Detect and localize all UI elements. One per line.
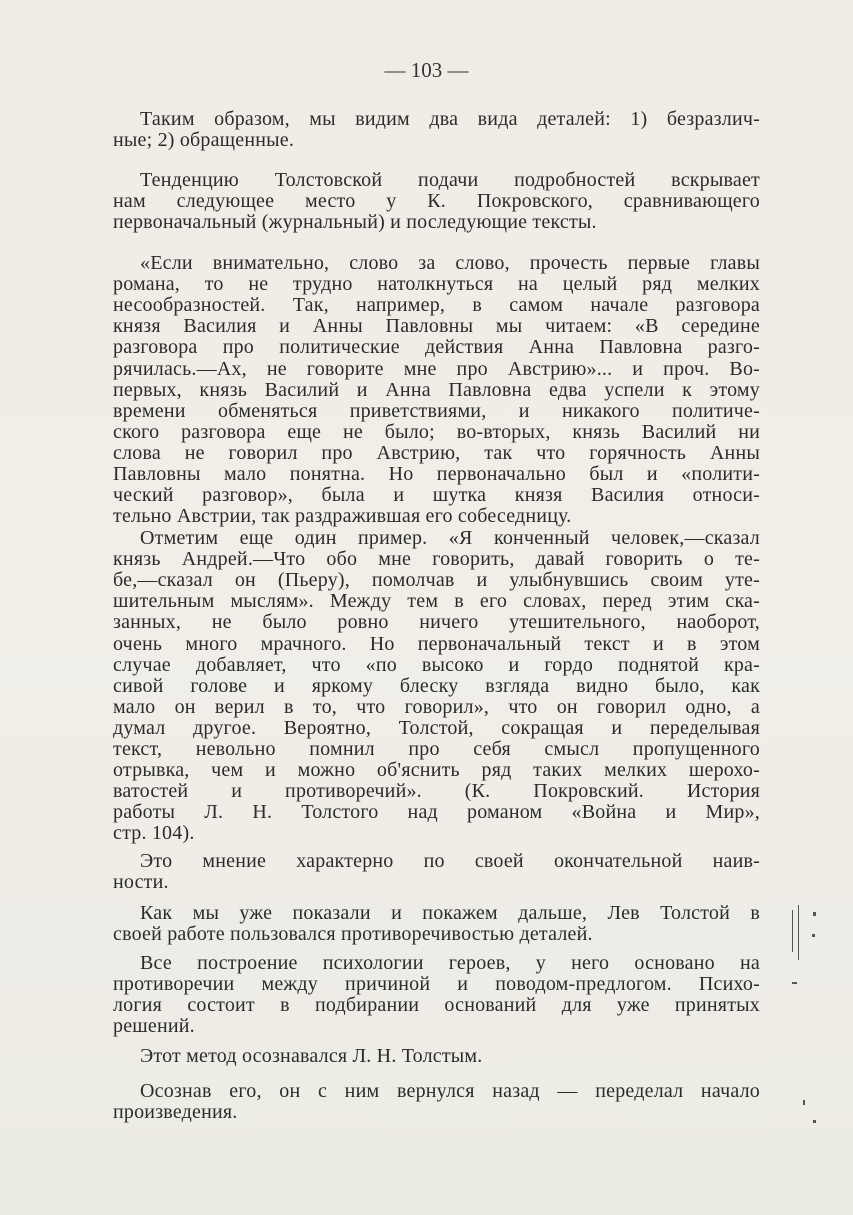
text-line: нам следующее место у К. Покровского, сравнивающего (113, 190, 760, 213)
text-line: случае добавляет, что «по высоко и гордо поднятой кра- (113, 653, 760, 676)
text-line: Отметим еще один пример. «Я конченный человек,—сказал (140, 527, 760, 549)
margin-pencil-mark (798, 905, 799, 960)
text-line: Таким образом, мы видим два вида деталей: 1) безразлич- (140, 108, 760, 130)
margin-dot (812, 934, 815, 937)
text-line: мало он верил в то, что говорил», что он говорил одно, а (113, 695, 760, 718)
text-line: ватостей и противоречий». (К. Покровский. История (113, 780, 760, 803)
text-line: романа, то не трудно натолкнуться на целый ряд мелких (113, 273, 760, 296)
text-line: ского разговора еще не было; во-вторых, князь Василий ни (113, 420, 760, 443)
text-line: Как мы уже показали и покажем дальше, Лев Толстой в (140, 902, 760, 924)
margin-dot (803, 1100, 805, 1105)
text-line: Осознав его, он с ним вернулся назад — переделал начало (140, 1080, 760, 1102)
text-line: рячилась.—Ах, не говорите мне про Австрию»... и проч. Во- (113, 357, 760, 380)
text-line: ности. (113, 871, 169, 894)
text-line: произведения. (113, 1101, 238, 1124)
text-line: логия состоит в подбирании оснований для уже принятых (113, 994, 760, 1017)
text-line: Этот метод осознавался Л. Н. Толстым. (140, 1045, 483, 1067)
text-line: первых, князь Василий и Анна Павловна едва успели к этому (113, 378, 760, 401)
text-line: решений. (113, 1015, 195, 1038)
text-line: разговора про политические действия Анна Павловна разго- (113, 336, 760, 359)
margin-dot (792, 982, 797, 984)
text-line: работы Л. Н. Толстого над романом «Война и Мир», (113, 801, 760, 824)
text-line: несообразностей. Так, например, в самом начале разговора (113, 294, 760, 317)
text-line: князя Василия и Анны Павловны мы читаем: «В середине (113, 315, 760, 338)
text-line: князь Андрей.—Что обо мне говорить, давай говорить о те- (113, 548, 760, 571)
text-line: своей работе пользовался противоречивостью деталей. (113, 923, 593, 946)
text-line: бе,—сказал он (Пьеру), помолчав и улыбнувшись своим уте- (113, 569, 760, 592)
text-line: ные; 2) обращенные. (113, 129, 295, 152)
margin-dot (813, 1120, 816, 1123)
text-line: Это мнение характерно по своей окончательной наив- (140, 850, 760, 872)
text-line: Тенденцию Толстовской подачи подробностей вскрывает (140, 169, 760, 191)
text-line: тельно Австрии, так раздражившая его собеседницу. (113, 505, 572, 528)
text-line: шительным мыслям». Между тем в его словах, перед этим ска- (113, 590, 760, 613)
text-line: слова не говорил про Австрию, так что горячность Анны (113, 441, 760, 464)
page-number: — 103 — (384, 58, 469, 82)
text-line: думал другое. Вероятно, Толстой, сокращая и переделывая (113, 716, 760, 739)
margin-pencil-mark (792, 910, 793, 952)
text-line: отрывка, чем и можно об'яснить ряд таких мелких шерохо- (113, 759, 760, 782)
text-line: Павловны мало понятна. Но первоначально был и «полити- (113, 463, 760, 485)
text-line: первоначальный (журнальный) и последующие тексты. (113, 211, 597, 234)
text-line: текст, невольно помнил про себя смысл пропущенного (113, 738, 760, 760)
text-line: очень много мрачного. Но первоначальный текст и в этом (113, 632, 760, 655)
text-line: ческий разговор», была и шутка князя Василия относи- (113, 484, 760, 507)
text-line: противоречии между причиной и поводом-предлогом. Психо- (113, 973, 760, 996)
text-line: времени обменяться приветствиями, и никакого политиче- (113, 399, 760, 422)
text-line: занных, не было ровно ничего утешительного, наоборот, (113, 611, 760, 634)
text-line: сивой голове и яркому блеску взгляда видно было, как (113, 674, 760, 697)
text-line: «Если внимательно, слово за слово, прочесть первые главы (140, 252, 760, 274)
text-line: стр. 104). (113, 822, 195, 845)
text-line: Все построение психологии героев, у него основано на (140, 952, 760, 974)
margin-dot (813, 912, 816, 916)
